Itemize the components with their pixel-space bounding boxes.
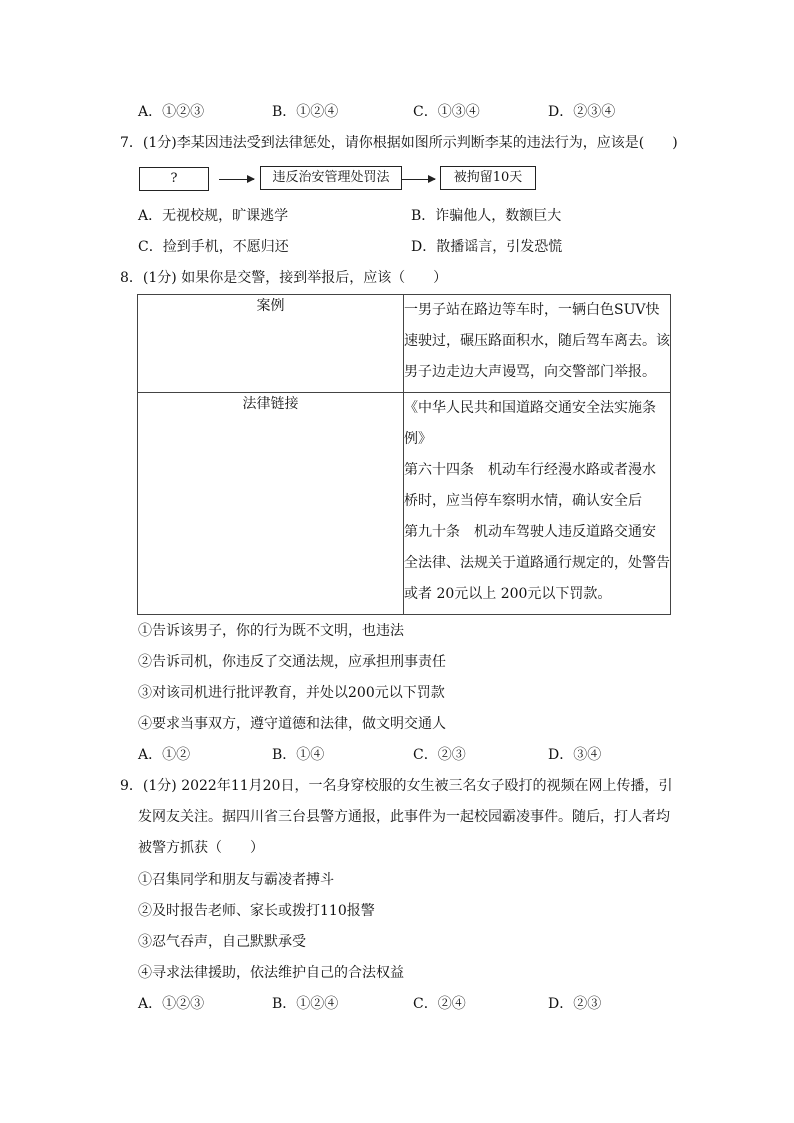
q9-item-1: ①召集同学和朋友与霸凌者搏斗 (138, 872, 334, 888)
arrow-icon (402, 179, 435, 180)
law-text-line: 例》 (404, 431, 432, 447)
option-d[interactable]: D．②③④ (548, 104, 616, 120)
q8-option-a[interactable]: A．①② (138, 747, 191, 763)
table-cell-case-label: 案例 (138, 295, 404, 393)
q7-box-result: 被拘留10天 (440, 166, 536, 190)
q9-option-a[interactable]: A．①②③ (138, 996, 205, 1012)
q8-item-4: ④要求当事双方，遵守道德和法律，做文明交通人 (138, 716, 446, 732)
case-text-line: 速驶过，碾压路面积水，随后驾车离去。该 (404, 333, 670, 349)
q7-option-a[interactable]: A．无视校规，旷课逃学 (138, 208, 289, 224)
prev-question-options (138, 102, 698, 122)
option-a[interactable]: A．①②③ (138, 104, 205, 120)
q7-box-unknown: ? (139, 167, 209, 191)
q9-stem-line-1: 9．(1分) 2022年11月20日，一名身穿校服的女生被三名女子殴打的视频在网上传播，引 (120, 778, 673, 794)
q9-option-c[interactable]: C．②④ (413, 996, 466, 1012)
law-text-line: 第九十条 机动车驾驶人违反道路交通安 (404, 524, 656, 540)
q8-item-3: ③对该司机进行批评教育，并处以200元以下罚款 (138, 685, 445, 701)
table-cell-law-label: 法律链接 (138, 393, 404, 615)
table-cell-law-content (404, 393, 671, 615)
law-text-line: 桥时，应当停车察明水情，确认安全后 (404, 493, 642, 509)
law-text-line: 全法律、法规关于道路通行规定的，处警告 (404, 555, 670, 571)
q8-option-b[interactable]: B．①④ (272, 747, 325, 763)
q8-item-1: ①告诉该男子，你的行为既不文明，也违法 (138, 623, 404, 639)
q9-item-4: ④寻求法律援助，依法维护自己的合法权益 (138, 965, 404, 981)
law-text-line: 或者 20元以上 200元以下罚款。 (404, 586, 612, 602)
q9-item-3: ③忍气吞声，自己默默承受 (138, 934, 306, 950)
q7-box-law: 违反治安管理处罚法 (260, 166, 402, 190)
q8-stem: 8．(1分) 如果你是交警，接到举报后，应该（ ） (120, 270, 448, 286)
arrow-icon (219, 179, 254, 180)
option-b[interactable]: B．①②④ (272, 104, 339, 120)
table-row (138, 295, 671, 393)
law-text-line: 第六十四条 机动车行经漫水路或者漫水 (404, 462, 656, 478)
q8-item-2: ②告诉司机，你违反了交通法规，应承担刑事责任 (138, 654, 446, 670)
q8-option-d[interactable]: D．③④ (548, 747, 602, 763)
q8-case-table (137, 294, 671, 615)
table-row (138, 393, 671, 615)
case-text-line: 男子边走边大声谩骂，向交警部门举报。 (404, 364, 656, 380)
q8-options (138, 745, 698, 765)
q9-option-b[interactable]: B．①②④ (272, 996, 339, 1012)
q8-option-c[interactable]: C．②③ (413, 747, 466, 763)
q9-options (138, 994, 698, 1014)
q7-option-d[interactable]: D．散播谣言，引发恐慌 (411, 239, 563, 255)
case-text-line: 一男子站在路边等车时，一辆白色SUV快 (404, 302, 660, 318)
law-text-line: 《中华人民共和国道路交通安全法实施条 (404, 400, 656, 416)
q7-stem: 7．(1分)李某因违法受到法律惩处，请你根据如图所示判断李某的违法行为，应该是( ) (120, 135, 678, 151)
q9-item-2: ②及时报告老师、家长或拨打110报警 (138, 903, 375, 919)
q9-stem-line-3: 被警方抓获（ ） (138, 840, 264, 856)
q9-option-d[interactable]: D．②③ (548, 996, 602, 1012)
option-c[interactable]: C．①③④ (413, 104, 480, 120)
q7-option-b[interactable]: B．诈骗他人，数额巨大 (411, 208, 562, 224)
q9-stem-line-2: 发网友关注。据四川省三台县警方通报，此事件为一起校园霸凌事件。随后，打人者均 (138, 809, 670, 825)
table-cell-case-content (404, 295, 671, 393)
q7-option-c[interactable]: C．捡到手机，不愿归还 (138, 239, 289, 255)
